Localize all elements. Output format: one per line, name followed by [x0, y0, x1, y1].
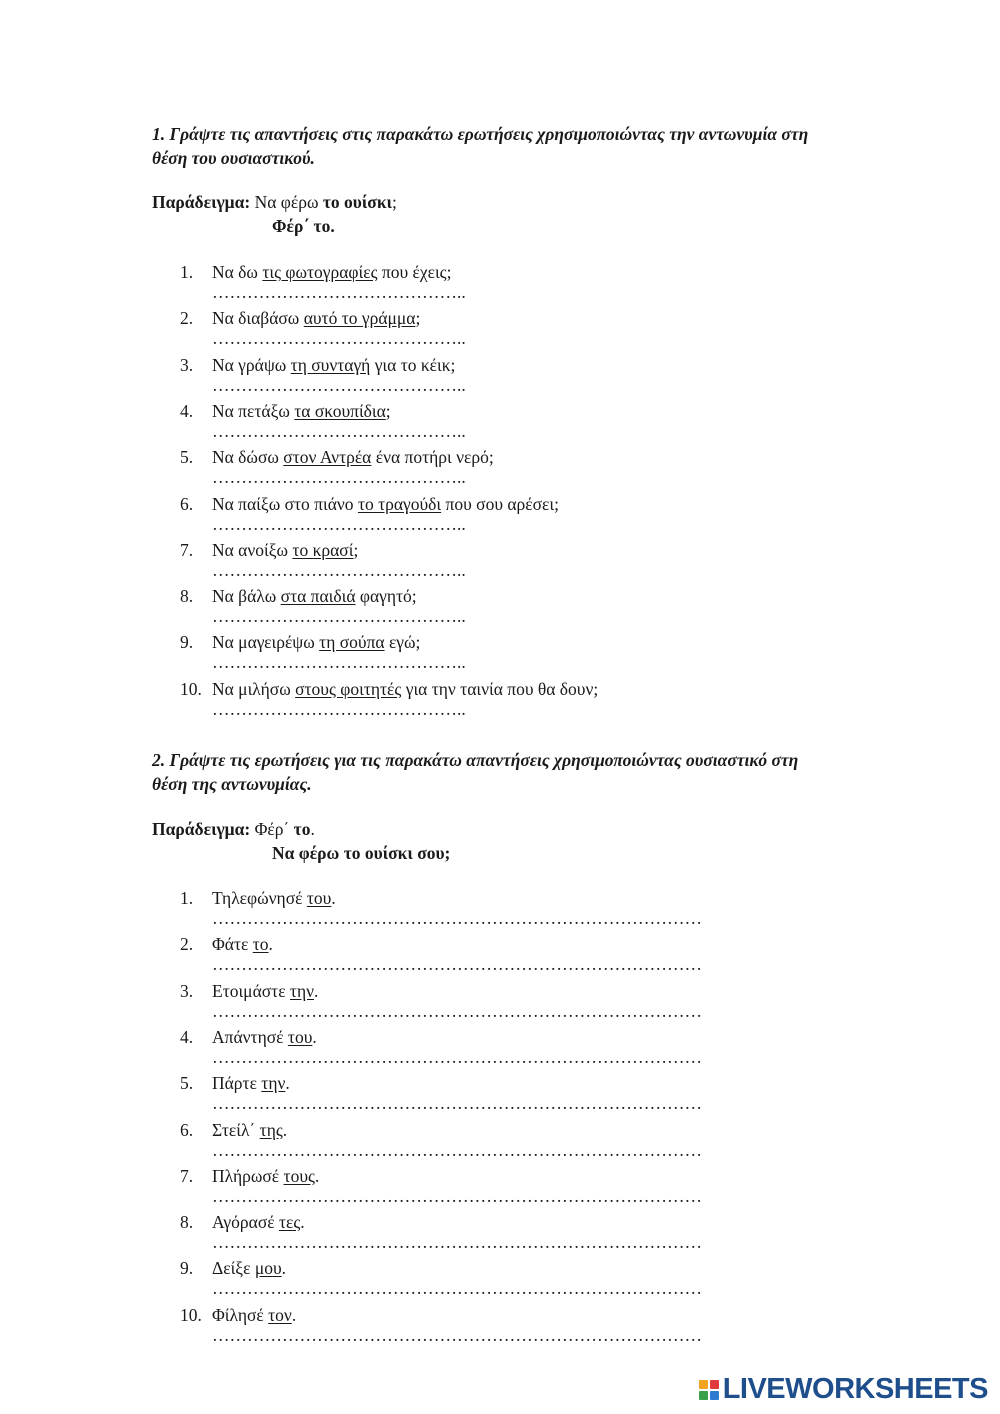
example-label: Παράδειγμα:: [152, 192, 251, 212]
item-text: Αγόρασέ: [212, 1212, 279, 1233]
item-underlined: μου: [254, 1258, 282, 1279]
exercise-item: [180, 1025, 702, 1067]
item-number: 2.: [180, 308, 194, 329]
answer-blank[interactable]: ……………………………………..: [212, 328, 466, 349]
example-text: Φέρ΄: [250, 819, 294, 839]
answer-blank[interactable]: ……………………………………..: [212, 652, 466, 673]
item-number: 7.: [180, 1165, 194, 1186]
item-underlined: του: [306, 888, 332, 908]
item-text-end: ;: [353, 539, 359, 560]
logo-square: [710, 1380, 719, 1389]
answer-blank[interactable]: …………………………………………………………………………: [212, 1278, 702, 1299]
item-text: Ετοιμάστε: [212, 980, 290, 1001]
exercise-item: [180, 1210, 702, 1253]
item-text: Φίλησέ: [212, 1304, 269, 1325]
exercise-item: [180, 538, 466, 580]
answer-blank[interactable]: ……………………………………..: [212, 467, 466, 488]
item-underlined: την: [261, 1073, 286, 1094]
example-answer: Φέρ΄ το.: [272, 216, 335, 236]
item-text: Στείλ΄: [212, 1119, 260, 1140]
item-number: 4.: [180, 1026, 194, 1047]
exercise-item: [180, 492, 559, 534]
answer-blank[interactable]: …………………………………………………………………………: [212, 1139, 702, 1160]
answer-blank[interactable]: ……………………………………..: [212, 698, 466, 719]
item-text-end: .: [282, 1119, 288, 1140]
exercise-item: [180, 1164, 702, 1206]
example-after: ;: [391, 192, 397, 212]
item-underlined: τον: [268, 1304, 292, 1325]
item-text-end: ένα ποτήρι νερό;: [371, 447, 494, 468]
answer-blank[interactable]: ……………………………………..: [212, 513, 466, 534]
item-underlined: στον Αντρέα: [283, 447, 372, 468]
section2-example: [152, 817, 451, 863]
item-text: Απάντησέ: [212, 1026, 288, 1047]
item-text: Δείξε: [212, 1258, 255, 1279]
item-text-end: .: [314, 980, 319, 1001]
item-text: Να πετάξω: [212, 400, 295, 421]
exercise-item: [180, 260, 466, 302]
exercise-item: [180, 1071, 702, 1114]
item-text: Τηλεφώνησέ: [212, 888, 307, 908]
item-text: Να δώσω: [212, 447, 284, 468]
item-underlined: τες: [278, 1212, 301, 1233]
exercise-item: [180, 399, 466, 441]
item-underlined: στους φοιτητές: [295, 678, 402, 699]
logo-text: LIVEWORKSHEETS: [722, 1373, 988, 1405]
exercise-item: [180, 932, 702, 975]
section1-example: [152, 190, 397, 236]
item-number: 10.: [180, 1304, 202, 1325]
item-text: Να μιλήσω: [212, 678, 296, 699]
logo-grid-icon: [699, 1380, 719, 1400]
exercise-item: [180, 677, 599, 719]
answer-blank[interactable]: …………………………………………………………………………: [212, 1046, 702, 1067]
exercise-item: [180, 445, 494, 488]
item-text-end: .: [268, 934, 273, 955]
item-underlined: της: [259, 1119, 283, 1140]
answer-blank[interactable]: …………………………………………………………………………: [212, 1232, 702, 1253]
item-number: 1.: [180, 888, 194, 908]
item-text-end: ;: [385, 400, 391, 421]
item-number: 8.: [180, 1212, 194, 1233]
item-text: Πλήρωσέ: [212, 1165, 284, 1186]
answer-blank[interactable]: …………………………………………………………………………: [212, 1185, 702, 1206]
answer-blank[interactable]: ……………………………………..: [212, 420, 466, 441]
item-underlined: την: [289, 980, 315, 1001]
item-text-end: .: [312, 1026, 317, 1047]
answer-blank[interactable]: ……………………………………..: [212, 559, 466, 580]
example-bold: το: [293, 819, 311, 839]
item-text: Να διαβάσω: [212, 308, 304, 329]
item-text: Να μαγειρέψω: [212, 632, 320, 653]
item-text-end: .: [285, 1073, 290, 1094]
answer-blank[interactable]: ……………………………………..: [212, 606, 466, 627]
logo-square: [699, 1391, 708, 1400]
item-underlined: τη σούπα: [319, 632, 385, 653]
answer-blank[interactable]: …………………………………………………………………………: [212, 1093, 702, 1114]
answer-blank[interactable]: …………………………………………………………………………: [212, 1000, 702, 1021]
item-text-end: για την ταινία που θα δουν;: [401, 678, 599, 699]
item-text-end: φαγητό;: [355, 586, 417, 607]
answer-blank[interactable]: ……………………………………..: [212, 282, 466, 302]
item-text: Να παίξω στο πιάνο: [212, 493, 358, 514]
exercise-item: [180, 306, 466, 349]
answer-blank[interactable]: …………………………………………………………………………: [212, 1324, 702, 1345]
item-text-end: που έχεις;: [377, 262, 452, 282]
item-text-end: .: [291, 1304, 297, 1325]
item-text: Να ανοίξω: [212, 539, 293, 560]
item-underlined: τις φωτογραφίες: [262, 262, 378, 282]
item-text-end: .: [331, 888, 336, 908]
example-answer: Να φέρω το ουίσκι σου;: [272, 843, 451, 863]
item-text: Να βάλω: [212, 586, 281, 607]
item-underlined: τη συνταγή: [290, 354, 371, 375]
item-number: 4.: [180, 400, 194, 421]
item-text-end: .: [281, 1258, 287, 1279]
item-underlined: τα σκουπίδια: [294, 400, 386, 421]
item-text-end: εγώ;: [384, 632, 421, 653]
item-number: 3.: [180, 354, 194, 375]
answer-blank[interactable]: ……………………………………..: [212, 374, 466, 395]
example-text: Να φέρω: [250, 192, 323, 212]
item-text: Να δω: [212, 262, 263, 282]
exercise-item: [180, 630, 466, 673]
item-underlined: του: [287, 1026, 313, 1047]
item-number: 3.: [180, 980, 194, 1001]
item-underlined: το κρασί: [292, 539, 354, 560]
answer-blank[interactable]: …………………………………………………………………………: [212, 954, 702, 975]
item-number: 5.: [180, 1073, 194, 1094]
item-underlined: το: [252, 934, 269, 955]
item-underlined: το τραγούδι: [357, 493, 442, 514]
item-number: 6.: [180, 493, 194, 514]
logo-square: [699, 1380, 708, 1389]
logo-square: [710, 1391, 719, 1400]
item-text-end: για το κέικ;: [370, 354, 456, 375]
item-number: 10.: [180, 678, 202, 699]
item-number: 2.: [180, 934, 194, 955]
item-underlined: τους: [283, 1165, 315, 1186]
item-text-end: που σου αρέσει;: [441, 493, 559, 514]
example-label: Παράδειγμα:: [152, 819, 251, 839]
answer-blank[interactable]: …………………………………………………………………………: [212, 908, 702, 928]
item-underlined: στα παιδιά: [280, 586, 356, 607]
item-number: 9.: [180, 1258, 194, 1279]
item-number: 8.: [180, 586, 194, 607]
exercise-item: [180, 1303, 702, 1345]
exercise-item: [180, 886, 702, 928]
item-underlined: αυτό το γράμμα: [303, 308, 416, 329]
exercise-item: [180, 584, 466, 627]
section1-heading: 1. Γράψτε τις απαντήσεις στις παρακάτω ερωτήσεις χρησιμοποιώντας την αντωνυμία στη θέση του ουσιαστικού.: [152, 124, 809, 168]
item-text: Πάρτε: [212, 1073, 262, 1094]
item-text-end: .: [314, 1165, 320, 1186]
item-text-end: ;: [415, 308, 421, 329]
liveworksheets-logo: [699, 1373, 988, 1406]
example-bold: το ουίσκι: [322, 192, 392, 212]
item-number: 1.: [180, 262, 194, 282]
item-number: 5.: [180, 447, 194, 468]
section2-heading: 2. Γράψτε τις ερωτήσεις για τις παρακάτω απαντήσεις χρησιμοποιώντας ουσιαστικό στη θέση της αντωνυμίας.: [152, 750, 799, 794]
exercise-item: [180, 1256, 702, 1299]
item-text: Φάτε: [212, 934, 253, 955]
item-text-end: .: [300, 1212, 305, 1233]
example-after: .: [310, 819, 315, 839]
item-number: 6.: [180, 1119, 194, 1140]
item-text: Να γράψω: [212, 354, 291, 375]
item-number: 9.: [180, 632, 194, 653]
exercise-item: [180, 979, 702, 1021]
exercise-item: [180, 1118, 702, 1160]
exercise-item: [180, 353, 466, 395]
item-number: 7.: [180, 539, 194, 560]
